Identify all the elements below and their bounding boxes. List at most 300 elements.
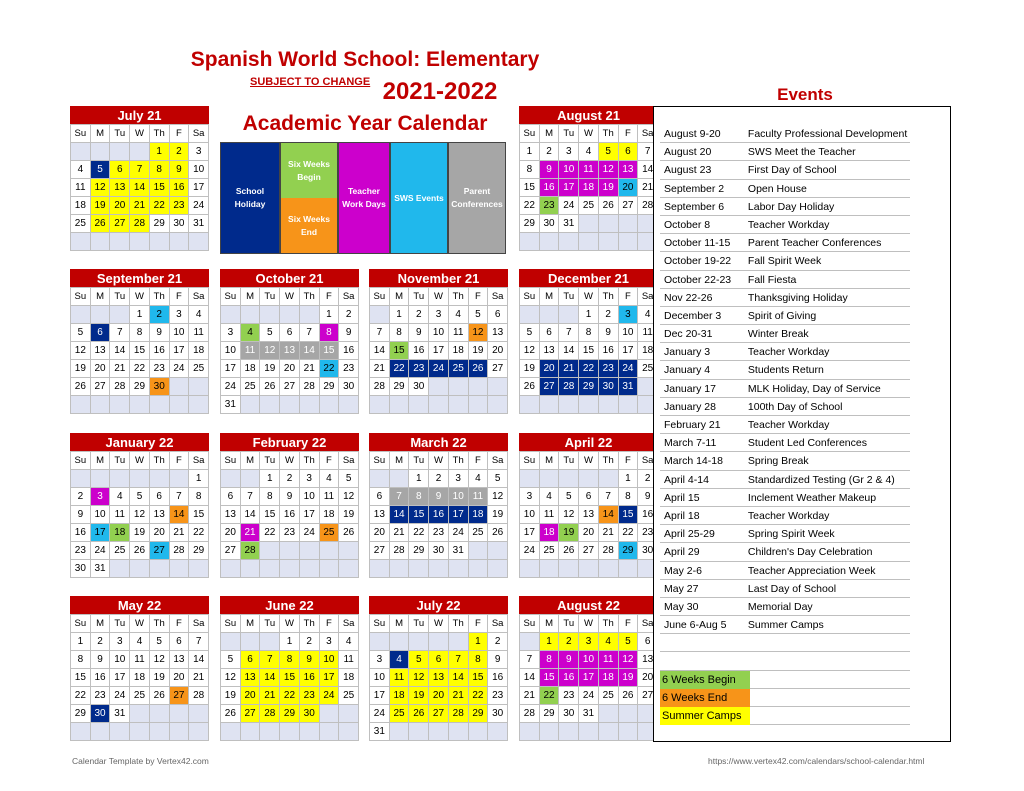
day-cell: 18 — [71, 197, 91, 215]
day-cell: 13 — [241, 669, 261, 687]
empty-cell — [619, 215, 639, 233]
day-cell: 13 — [579, 506, 599, 524]
weekday-header: Tu — [559, 615, 579, 633]
empty-cell — [91, 396, 111, 414]
event-row — [660, 143, 910, 161]
empty-cell — [130, 560, 150, 578]
day-cell: 28 — [370, 378, 390, 396]
weekday-header: F — [170, 452, 190, 470]
day-cell: 27 — [540, 378, 560, 396]
day-cell: 27 — [619, 197, 639, 215]
empty-cell — [241, 633, 261, 651]
empty-cell — [559, 560, 579, 578]
day-cell: 2 — [280, 470, 300, 488]
day-cell: 4 — [390, 651, 410, 669]
day-cell: 10 — [300, 488, 320, 506]
event-date: September 2 — [664, 182, 725, 195]
day-cell: 1 — [520, 143, 540, 161]
month-grid — [70, 124, 209, 251]
weekday-header: M — [540, 288, 560, 306]
month-title: July 21 — [70, 106, 209, 124]
month-august-21 — [519, 106, 658, 251]
event-name: Teacher Workday — [747, 509, 830, 522]
day-cell: 8 — [260, 488, 280, 506]
day-cell: 30 — [409, 378, 429, 396]
day-cell: 12 — [559, 506, 579, 524]
event-row — [660, 598, 910, 616]
day-cell: 17 — [619, 342, 639, 360]
day-cell: 12 — [221, 669, 241, 687]
empty-cell — [170, 378, 190, 396]
day-cell: 26 — [91, 215, 111, 233]
day-cell: 17 — [170, 342, 190, 360]
empty-cell — [579, 233, 599, 251]
day-cell: 1 — [320, 306, 340, 324]
day-cell: 8 — [320, 324, 340, 342]
month-title: August 22 — [519, 596, 658, 614]
weekday-header: Su — [520, 452, 540, 470]
event-row — [660, 198, 910, 216]
day-cell: 7 — [110, 324, 130, 342]
event-row — [660, 361, 910, 379]
empty-cell — [488, 378, 508, 396]
day-cell: 6 — [370, 488, 390, 506]
day-cell: 17 — [579, 669, 599, 687]
empty-cell — [429, 633, 449, 651]
weekday-header: Su — [221, 288, 241, 306]
event-row — [660, 343, 910, 361]
day-cell: 11 — [579, 161, 599, 179]
weekday-header: Su — [520, 288, 540, 306]
day-cell: 12 — [71, 342, 91, 360]
day-cell: 23 — [150, 360, 170, 378]
day-cell: 15 — [520, 179, 540, 197]
day-cell: 22 — [130, 360, 150, 378]
empty-cell — [619, 705, 639, 723]
day-cell: 22 — [520, 197, 540, 215]
weekday-header: Tu — [409, 615, 429, 633]
day-cell: 11 — [469, 488, 489, 506]
event-row — [660, 416, 910, 434]
day-cell: 17 — [189, 179, 209, 197]
month-title: January 22 — [70, 433, 209, 451]
day-cell: 25 — [469, 524, 489, 542]
day-cell: 9 — [559, 651, 579, 669]
weekday-header: Su — [370, 288, 390, 306]
month-title: November 21 — [369, 269, 508, 287]
day-cell: 30 — [170, 215, 190, 233]
empty-cell — [559, 470, 579, 488]
empty-cell — [300, 396, 320, 414]
weekday-header: W — [130, 615, 150, 633]
empty-cell — [71, 723, 91, 741]
footer-url[interactable]: https://www.vertex42.com/calendars/school-calendar.html — [708, 756, 925, 766]
weekday-header: W — [429, 615, 449, 633]
day-cell: 15 — [130, 342, 150, 360]
day-cell: 16 — [150, 342, 170, 360]
day-cell: 21 — [390, 524, 410, 542]
day-cell: 29 — [130, 378, 150, 396]
empty-cell — [339, 705, 359, 723]
day-cell: 21 — [189, 669, 209, 687]
empty-cell — [469, 723, 489, 741]
empty-cell — [409, 723, 429, 741]
day-cell: 28 — [110, 378, 130, 396]
day-cell: 27 — [110, 215, 130, 233]
legend-sws-events: SWS Events — [390, 142, 448, 254]
day-cell: 3 — [320, 633, 340, 651]
weekday-header: Tu — [260, 615, 280, 633]
day-cell: 11 — [320, 488, 340, 506]
day-cell: 25 — [390, 705, 410, 723]
day-cell: 11 — [71, 179, 91, 197]
day-cell: 10 — [320, 651, 340, 669]
day-cell: 2 — [540, 143, 560, 161]
day-cell: 26 — [409, 705, 429, 723]
day-cell: 5 — [469, 306, 489, 324]
day-cell: 19 — [71, 360, 91, 378]
empty-cell — [469, 396, 489, 414]
empty-cell — [599, 560, 619, 578]
empty-cell — [619, 396, 639, 414]
event-name: SWS Meet the Teacher — [747, 146, 856, 159]
month-title: December 21 — [519, 269, 658, 287]
day-cell: 23 — [429, 524, 449, 542]
day-cell: 13 — [150, 506, 170, 524]
day-cell: 9 — [339, 324, 359, 342]
empty-cell — [221, 470, 241, 488]
month-january-22 — [70, 433, 209, 578]
day-cell: 1 — [619, 470, 639, 488]
empty-cell — [221, 306, 241, 324]
empty-cell — [488, 560, 508, 578]
weekday-header: M — [91, 615, 111, 633]
month-november-21 — [369, 269, 508, 414]
day-cell: 7 — [241, 488, 261, 506]
weekday-header: Sa — [488, 288, 508, 306]
day-cell: 18 — [390, 687, 410, 705]
day-cell: 3 — [300, 470, 320, 488]
empty-cell — [71, 470, 91, 488]
day-cell: 13 — [221, 506, 241, 524]
weekday-header: Sa — [638, 288, 658, 306]
legend-six-weeks-end: Six Weeks End — [281, 198, 337, 253]
day-cell: 7 — [559, 324, 579, 342]
month-grid — [369, 614, 508, 741]
empty-cell — [260, 723, 280, 741]
empty-cell — [300, 542, 320, 560]
day-cell: 28 — [449, 705, 469, 723]
day-cell: 23 — [280, 524, 300, 542]
event-row — [660, 161, 910, 179]
day-cell: 27 — [488, 360, 508, 378]
day-cell: 20 — [241, 687, 261, 705]
day-cell: 16 — [300, 669, 320, 687]
weekday-header: W — [130, 125, 150, 143]
day-cell: 19 — [130, 524, 150, 542]
day-cell: 28 — [260, 705, 280, 723]
day-cell: 11 — [110, 506, 130, 524]
event-name: Spirit of Giving — [747, 309, 817, 322]
day-cell: 17 — [300, 506, 320, 524]
day-cell: 12 — [91, 179, 111, 197]
day-cell: 22 — [579, 360, 599, 378]
event-date: August 9-20 — [664, 128, 721, 140]
day-cell: 20 — [579, 524, 599, 542]
day-cell: 24 — [449, 524, 469, 542]
month-august-22 — [519, 596, 658, 741]
day-cell: 17 — [429, 342, 449, 360]
month-title: May 22 — [70, 596, 209, 614]
day-cell: 12 — [520, 342, 540, 360]
event-row — [660, 525, 910, 543]
day-cell: 20 — [91, 360, 111, 378]
day-cell: 20 — [488, 342, 508, 360]
month-grid — [369, 451, 508, 578]
day-cell: 25 — [599, 687, 619, 705]
day-cell: 15 — [540, 669, 560, 687]
weekday-header: Tu — [559, 125, 579, 143]
weekday-header: F — [170, 615, 190, 633]
day-cell: 8 — [280, 651, 300, 669]
day-cell: 5 — [520, 324, 540, 342]
day-cell: 5 — [71, 324, 91, 342]
day-cell: 22 — [619, 524, 639, 542]
event-name: Fall Spirit Week — [747, 255, 822, 268]
weekday-header: M — [241, 615, 261, 633]
weekday-header: W — [429, 452, 449, 470]
day-cell: 27 — [429, 705, 449, 723]
day-cell: 4 — [130, 633, 150, 651]
empty-cell — [110, 560, 130, 578]
empty-cell — [520, 723, 540, 741]
empty-cell — [619, 723, 639, 741]
event-name: Last Day of School — [747, 582, 837, 595]
day-cell: 24 — [221, 378, 241, 396]
event-name: Spring Spirit Week — [747, 528, 835, 541]
empty-cell — [540, 396, 560, 414]
empty-cell — [599, 470, 619, 488]
event-name: Faculty Professional Development — [747, 128, 908, 140]
weekday-header: Th — [599, 125, 619, 143]
empty-cell — [130, 705, 150, 723]
day-cell: 29 — [150, 215, 170, 233]
weekday-header: Th — [150, 615, 170, 633]
day-cell: 17 — [520, 524, 540, 542]
day-cell: 26 — [339, 524, 359, 542]
weekday-header: Tu — [559, 288, 579, 306]
weekday-header: W — [280, 288, 300, 306]
empty-cell — [449, 378, 469, 396]
event-row — [660, 434, 910, 452]
day-cell: 18 — [241, 360, 261, 378]
day-cell: 6 — [280, 324, 300, 342]
weekday-header: W — [280, 615, 300, 633]
empty-cell — [260, 560, 280, 578]
day-cell: 16 — [91, 669, 111, 687]
day-cell: 19 — [221, 687, 241, 705]
day-cell: 1 — [540, 633, 560, 651]
month-december-21 — [519, 269, 658, 414]
event-name: Fall Fiesta — [747, 273, 797, 286]
day-cell: 29 — [280, 705, 300, 723]
weekday-header: M — [390, 615, 410, 633]
day-cell: 9 — [638, 488, 658, 506]
day-cell: 1 — [390, 306, 410, 324]
event-row — [660, 452, 910, 470]
day-cell: 20 — [110, 197, 130, 215]
day-cell: 11 — [339, 651, 359, 669]
day-cell: 3 — [110, 633, 130, 651]
day-cell: 16 — [71, 524, 91, 542]
day-cell: 18 — [638, 342, 658, 360]
day-cell: 25 — [320, 524, 340, 542]
day-cell: 2 — [339, 306, 359, 324]
day-cell: 17 — [559, 179, 579, 197]
event-name: Teacher Workday — [747, 346, 830, 359]
empty-cell — [150, 233, 170, 251]
day-cell: 26 — [150, 687, 170, 705]
day-cell: 7 — [260, 651, 280, 669]
day-cell: 30 — [71, 560, 91, 578]
empty-cell — [540, 723, 560, 741]
day-cell: 1 — [579, 306, 599, 324]
day-cell: 7 — [189, 633, 209, 651]
day-cell: 9 — [409, 324, 429, 342]
empty-cell — [520, 470, 540, 488]
day-cell: 6 — [619, 143, 639, 161]
month-title: April 22 — [519, 433, 658, 451]
empty-cell — [189, 723, 209, 741]
weekday-header: F — [619, 125, 639, 143]
day-cell: 6 — [241, 651, 261, 669]
weekday-header: Sa — [488, 615, 508, 633]
day-cell: 26 — [559, 542, 579, 560]
day-cell: 12 — [599, 161, 619, 179]
day-cell: 21 — [599, 524, 619, 542]
day-cell: 23 — [540, 197, 560, 215]
day-cell: 10 — [110, 651, 130, 669]
day-cell: 18 — [579, 179, 599, 197]
month-grid — [70, 287, 209, 414]
weekday-header: F — [469, 615, 489, 633]
day-cell: 5 — [409, 651, 429, 669]
empty-cell — [320, 705, 340, 723]
day-cell: 12 — [260, 342, 280, 360]
event-date: October 11-15 — [664, 237, 731, 250]
day-cell: 10 — [449, 488, 469, 506]
day-cell: 14 — [599, 506, 619, 524]
event-name: Teacher Workday — [747, 218, 830, 231]
weekday-header: W — [130, 452, 150, 470]
day-cell: 30 — [429, 542, 449, 560]
day-cell: 1 — [150, 143, 170, 161]
day-cell: 13 — [170, 651, 190, 669]
empty-cell — [559, 233, 579, 251]
day-cell: 18 — [540, 524, 560, 542]
weekday-header: Th — [599, 452, 619, 470]
day-cell: 25 — [71, 215, 91, 233]
empty-cell — [150, 723, 170, 741]
empty-cell — [110, 470, 130, 488]
event-date: April 15 — [664, 491, 700, 504]
day-cell: 29 — [540, 705, 560, 723]
day-cell: 20 — [280, 360, 300, 378]
event-date: September 6 — [664, 200, 725, 213]
weekday-header: Su — [71, 288, 91, 306]
event-name: MLK Holiday, Day of Service — [747, 382, 881, 395]
day-cell: 19 — [619, 669, 639, 687]
day-cell: 1 — [130, 306, 150, 324]
month-july-21 — [70, 106, 209, 251]
day-cell: 10 — [189, 161, 209, 179]
weekday-header: Th — [300, 615, 320, 633]
day-cell: 23 — [91, 687, 111, 705]
day-cell: 19 — [339, 506, 359, 524]
weekday-header: M — [390, 452, 410, 470]
day-cell: 10 — [170, 324, 190, 342]
weekday-header: M — [540, 125, 560, 143]
day-cell: 24 — [189, 197, 209, 215]
day-cell: 22 — [150, 197, 170, 215]
event-date: January 28 — [664, 400, 716, 413]
event-name: Thanksgiving Holiday — [747, 291, 848, 304]
event-name: Teacher Workday — [747, 419, 830, 431]
weekday-header: Tu — [409, 452, 429, 470]
day-cell: 4 — [189, 306, 209, 324]
event-date: October 8 — [664, 218, 711, 231]
day-cell: 5 — [339, 470, 359, 488]
day-cell: 9 — [170, 161, 190, 179]
day-cell: 20 — [150, 524, 170, 542]
day-cell: 11 — [638, 324, 658, 342]
day-cell: 8 — [579, 324, 599, 342]
empty-cell — [150, 470, 170, 488]
school-title: Spanish World School: Elementary — [190, 48, 540, 71]
event-row — [660, 180, 910, 198]
day-cell: 20 — [638, 669, 658, 687]
day-cell: 28 — [638, 197, 658, 215]
weekday-header: W — [280, 452, 300, 470]
weekday-header: Sa — [638, 125, 658, 143]
weekday-header: M — [91, 288, 111, 306]
day-cell: 17 — [320, 669, 340, 687]
day-cell: 19 — [520, 360, 540, 378]
day-cell: 4 — [540, 488, 560, 506]
day-cell: 24 — [429, 360, 449, 378]
empty-cell — [579, 215, 599, 233]
key-row — [660, 689, 910, 707]
day-cell: 24 — [300, 524, 320, 542]
weekday-header: Tu — [110, 452, 130, 470]
day-cell: 3 — [429, 306, 449, 324]
empty-cell — [339, 723, 359, 741]
day-cell: 22 — [540, 687, 560, 705]
empty-cell — [150, 705, 170, 723]
weekday-header: Su — [71, 452, 91, 470]
day-cell: 31 — [189, 215, 209, 233]
day-cell: 23 — [409, 360, 429, 378]
day-cell: 13 — [638, 651, 658, 669]
legend-parent-conferences: Parent Conferences — [448, 142, 506, 254]
event-name: Teacher Appreciation Week — [747, 564, 876, 577]
empty-cell — [110, 396, 130, 414]
day-cell: 16 — [429, 506, 449, 524]
day-cell: 29 — [579, 378, 599, 396]
day-cell: 8 — [540, 651, 560, 669]
day-cell: 25 — [189, 360, 209, 378]
day-cell: 25 — [579, 197, 599, 215]
